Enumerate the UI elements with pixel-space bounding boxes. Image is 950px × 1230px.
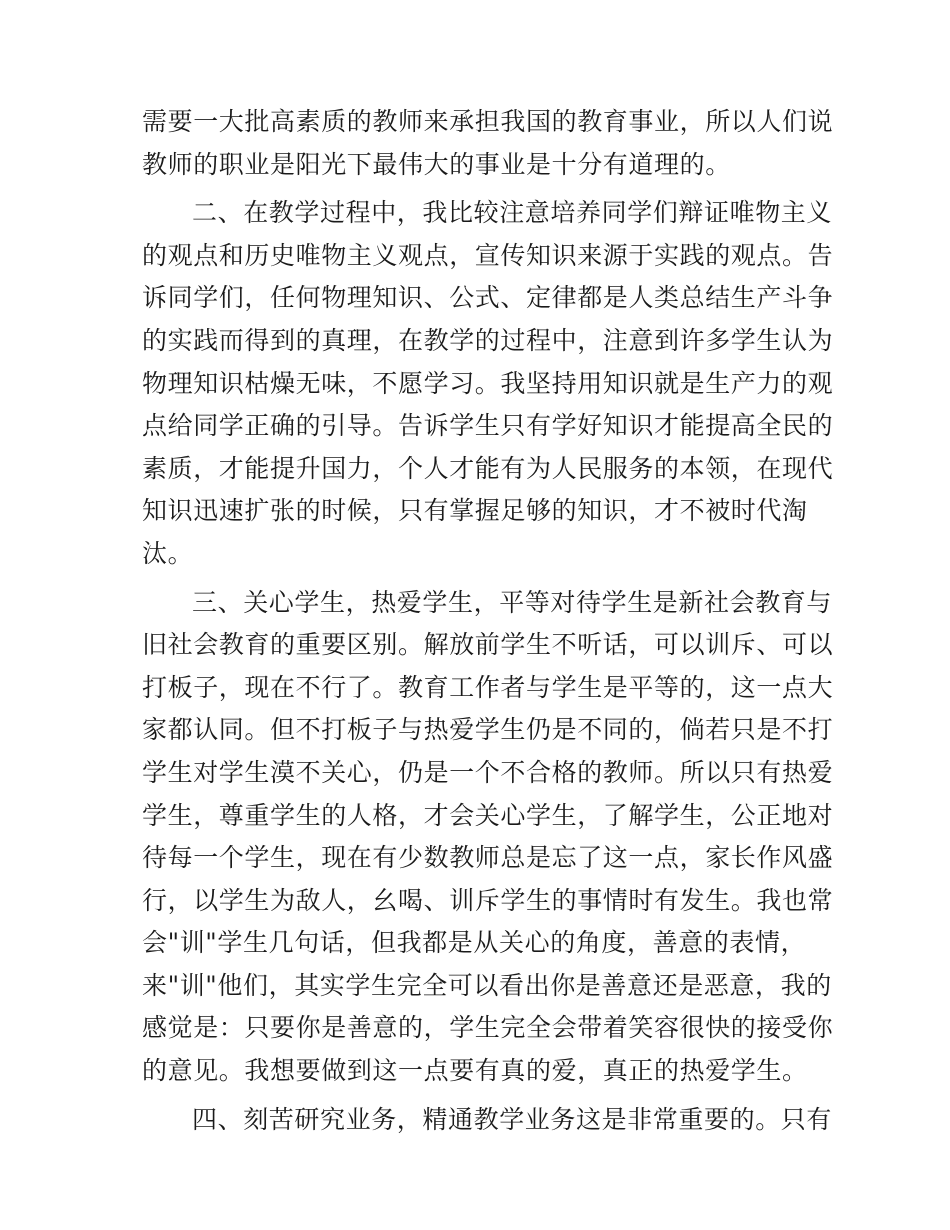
- paragraph-2: [142, 192, 834, 575]
- text-line: 会"训"学生几句话，但我都是从关心的角度，善意的表情，: [142, 928, 807, 958]
- text-line: 的观点和历史唯物主义观点，宣传知识来源于实践的观点。告: [142, 240, 834, 270]
- text-line: 需要一大批高素质的教师来承担我国的教育事业，所以人们说: [142, 107, 834, 136]
- paragraph-1: [142, 101, 834, 186]
- paragraph-4: [142, 1099, 833, 1142]
- text-line: 素质，才能提升国力，个人才能有为人民服务的本领，在现代: [142, 453, 834, 483]
- text-line: 旧社会教育的重要区别。解放前学生不听话，可以训斥、可以: [142, 630, 834, 660]
- text-line: 学生，尊重学生的人格，才会关心学生，了解学生，公正地对: [142, 800, 834, 830]
- text-line: 学生对学生漠不关心，仍是一个不合格的教师。所以只有热爱: [142, 757, 834, 787]
- paragraph-3: [142, 582, 834, 1093]
- text-line: 待每一个学生，现在有少数教师总是忘了这一点，家长作风盛: [142, 843, 834, 873]
- text-line: 点给同学正确的引导。告诉学生只有学好知识才能提高全民的: [142, 411, 834, 441]
- text-line: 家都认同。但不打板子与热爱学生仍是不同的，倘若只是不打: [142, 715, 834, 745]
- text-line: 来"训"他们，其实学生完全可以看出你是善意还是恶意，我的: [142, 970, 832, 1000]
- text-line: 行，以学生为敌人，幺喝、训斥学生的事情时有发生。我也常: [142, 885, 834, 915]
- text-line: 三、关心学生，热爱学生，平等对待学生是新社会教育与: [192, 587, 833, 617]
- text-line: 打板子，现在不行了。教育工作者与学生是平等的，这一点大: [142, 672, 834, 702]
- text-line: 二、在教学过程中，我比较注意培养同学们辩证唯物主义: [192, 198, 833, 228]
- text-line: 教师的职业是阳光下最伟大的事业是十分有道理的。: [142, 149, 731, 179]
- text-line: 汰。: [142, 538, 194, 568]
- text-line: 知识迅速扩张的时候，只有掌握足够的知识，才不被时代淘: [142, 496, 808, 526]
- text-line: 的实践而得到的真理，在教学的过程中，注意到许多学生认为: [142, 325, 834, 355]
- text-line: 物理知识枯燥无味，不愿学习。我坚持用知识就是生产力的观: [142, 368, 834, 398]
- document-body: [142, 101, 834, 1141]
- text-line: 诉同学们，任何物理知识、公式、定律都是人类总结生产斗争: [142, 283, 834, 313]
- text-line: 四、刻苦研究业务，精通教学业务这是非常重要的。只有: [192, 1104, 833, 1134]
- text-line: 感觉是：只要你是善意的，学生完全会带着笑容很快的接受你: [142, 1013, 834, 1043]
- text-line: 的意见。我想要做到这一点要有真的爱，真正的热爱学生。: [142, 1056, 808, 1086]
